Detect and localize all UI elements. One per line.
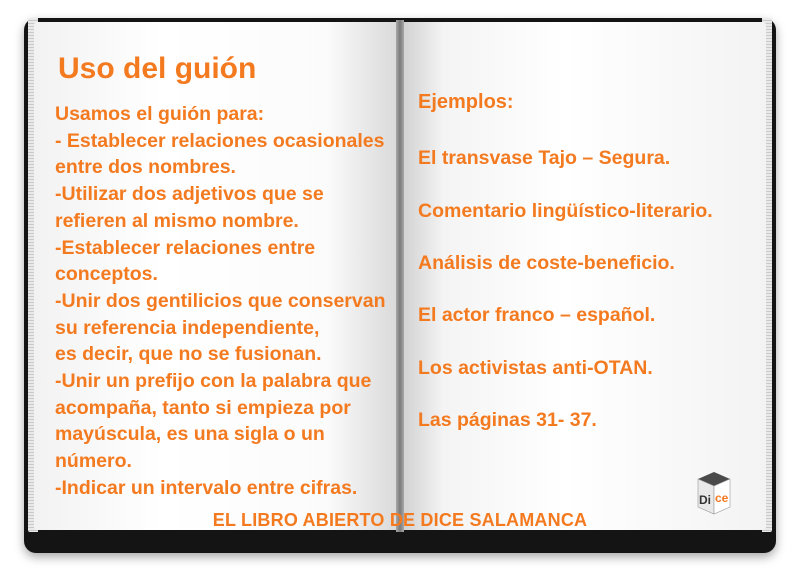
usage-line: -Indicar un intervalo entre cifras. [55,476,358,499]
example-item: Las páginas 31- 37. [418,409,597,431]
usage-line: entre dos nombres. [55,156,236,179]
examples-heading: Ejemplos: [418,91,514,113]
example-item: Comentario lingüístico-literario. [418,200,713,222]
usage-line: refieren al mismo nombre. [55,209,299,232]
usage-line: -Utilizar dos adjetivos que se [55,183,324,206]
usage-line: -Unir dos gentilicios que conservan [55,289,386,312]
example-item: El actor franco – español. [418,304,656,326]
example-item: Análisis de coste-beneficio. [418,252,675,274]
usage-line: - Establecer relaciones ocasionales [55,129,385,152]
footer-caption: EL LIBRO ABIERTO DE DICE SALAMANCA [212,510,588,530]
example-item: El transvase Tajo – Segura. [418,147,671,169]
logo-text-di: Di [699,493,711,507]
example-item: Los activistas anti-OTAN. [418,357,653,379]
page-title: Uso del guión [58,52,257,85]
usage-line: su referencia independiente, [55,316,320,339]
usage-line: mayúscula, es una sigla o un [55,423,325,446]
usage-line: -Establecer relaciones entre [55,236,316,259]
usage-line: número. [55,450,132,473]
dice-logo-icon [696,470,732,516]
book-spine [396,20,404,532]
usage-list [55,101,395,502]
usage-line: conceptos. [55,263,158,286]
usage-line: es decir, que no se fusionan. [55,343,322,366]
usage-line: Usamos el guión para: [55,103,265,125]
logo-text-ce: ce [715,491,729,505]
usage-line: acompaña, tanto si empieza por [55,396,351,419]
usage-line: -Unir un prefijo con la palabra que [55,370,372,393]
